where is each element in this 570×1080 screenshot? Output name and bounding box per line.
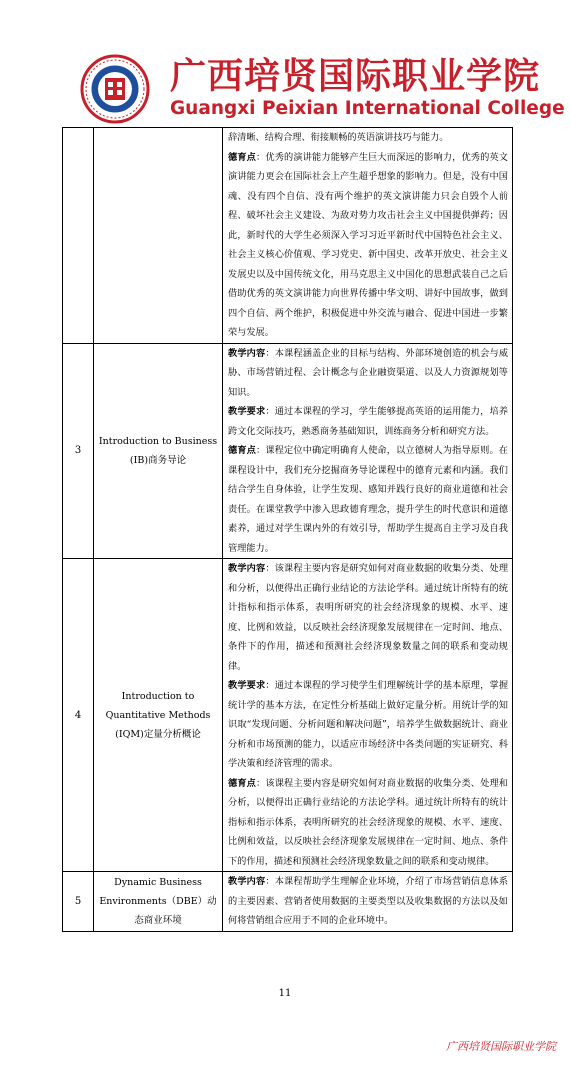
course-name: Introduction to Business (IB)商务导论 xyxy=(94,343,223,559)
paragraph-label: 教学要求 xyxy=(228,406,266,417)
course-description xyxy=(223,872,513,932)
course-name: Introduction to Quantitative Methods (IQM)定量分析概论 xyxy=(94,559,223,872)
description-paragraph xyxy=(228,344,508,403)
row-number: 4 xyxy=(63,559,94,872)
paragraph-text: ：该课程主要内容是研究如何对商业数据的收集分类、处理和分析，以便得出正确行业结论的方法论学科。通过统计所特有的统计指标和指示体系，表明所研究的社会经济现象的规模、水平、速度、比例和效益，以反映社会经济现象发展规律在一定时间、地点、条件下的作用，描述和预测社会经济现象数量之间的联系和变动规律。 xyxy=(228,563,509,672)
description-paragraph xyxy=(228,676,508,774)
paragraph-text: ：本课程帮助学生理解企业环境，介绍了市场营销信息体系的主要因素、营销者使用数据的主要类型以及收集数据的方法以及如何将营销组合应用于不同的企业环境中。 xyxy=(228,876,509,926)
table-row xyxy=(63,128,513,344)
course-description xyxy=(223,343,513,559)
paragraph-text: ：本课程涵盖企业的目标与结构、外部环境创造的机会与威胁、市场营销过程、会计概念与企业融资渠道、以及人力资源规划等知识。 xyxy=(228,347,509,398)
course-table xyxy=(62,127,513,932)
paragraph-label: 德育点 xyxy=(228,777,257,789)
course-description xyxy=(223,128,513,344)
college-header xyxy=(78,52,565,126)
description-paragraph xyxy=(228,872,508,931)
paragraph-text: ：该课程主要内容是研究如何对商业数据的收集分类、处理和分析，以便得出正确行业结论的方法论学科。通过统计所特有的统计指标和指示体系，表明所研究的社会经济现象的规模、水平、速度、比例和效益，以反映社会经济现象发展规律在一定时间、地点、条件下的作用，描述和预测社会经济现象数量之间的联系和变动规律。 xyxy=(228,777,508,867)
description-paragraph xyxy=(228,559,508,676)
row-number: 5 xyxy=(63,872,94,932)
college-name-cn: 广西培贤国际职业学院 xyxy=(170,55,541,97)
course-name xyxy=(94,128,223,344)
paragraph-text: ：课程定位中确定明确育人使命，以立德树人为指导原则。在课程设计中，我们充分挖掘商务导论课程中的德育元素和内涵。我们结合学生自身体验，让学生发现、感知并践行良好的商业道德和社会责任。在课堂教学中渗入思政德育理念，提升学生的时代意识和道德素养，通过对学生课内外的有效引导，帮助学生提高自主学习及自我管理能力。 xyxy=(228,445,508,554)
row-number xyxy=(63,128,94,344)
paragraph-label: 教学内容 xyxy=(228,347,266,359)
paragraph-label: 教学内容 xyxy=(228,876,266,887)
table-row xyxy=(63,343,513,559)
paragraph-label: 德育点 xyxy=(228,445,257,456)
description-paragraph xyxy=(228,148,508,343)
description-paragraph xyxy=(228,441,508,558)
table-row xyxy=(63,872,513,932)
paragraph-label: 德育点 xyxy=(228,151,257,163)
paragraph-text: ：优秀的演讲能力能够产生巨大而深远的影响力，优秀的英文演讲能力更会在国际社会上产生超乎想象的影响力。但是，没有中国魂、没有四个自信、没有两个维护的英文演讲能力只会自毁个人前程、破坏社会主义建设、为敌对势力攻击社会主义中国提供弹药；因此，新时代的大学生必须深入学习习近平新时代中国特色社会主义、社会主义核心价值观、学习党史、新中国史、改革开放史、社会主义发展史以及中国传统文化，用马克思主义中国化的思想武装自己之后借助优秀的英文演讲能力向世界传播中华文明、讲好中国故事，做到四个自信、两个维护，积极促进中外交流与融合、促进中国进一步繁荣与发展。 xyxy=(228,151,508,338)
description-paragraph xyxy=(228,128,508,148)
table-row xyxy=(63,559,513,872)
college-seal-logo xyxy=(80,54,150,124)
row-number: 3 xyxy=(63,343,94,559)
description-paragraph xyxy=(228,402,508,441)
course-name: Dynamic Business Environments（DBE）动态商业环境 xyxy=(94,872,223,932)
paragraph-text: ：通过本课程的学习使学生们理解统计学的基本原理，掌握统计学的基本方法，在定性分析基础上做好定量分析。用统计学的知识取“发现问题、分析问题和解决问题”，培养学生做数据统计、商业分析和市场预测的能力，以适应市场经济中各类问题的实证研究、科学决策和经济管理的需求。 xyxy=(228,680,509,769)
paragraph-text: 辞清晰、结构合理、衔接顺畅的英语演讲技巧与能力。 xyxy=(228,132,449,143)
college-name-en: Guangxi Peixian International College xyxy=(170,98,565,119)
paragraph-label: 教学要求 xyxy=(228,680,266,691)
footer-college-mark: 广西培贤国际职业学院 xyxy=(446,1040,556,1053)
page-number: 11 xyxy=(278,988,292,999)
course-description xyxy=(223,559,513,872)
description-paragraph xyxy=(228,774,508,872)
paragraph-label: 教学内容 xyxy=(228,563,266,574)
paragraph-text: ：通过本课程的学习，学生能够提高英语的运用能力，培养跨文化交际技巧，熟悉商务基础知识，训练商务分析和研究方法。 xyxy=(228,406,509,437)
